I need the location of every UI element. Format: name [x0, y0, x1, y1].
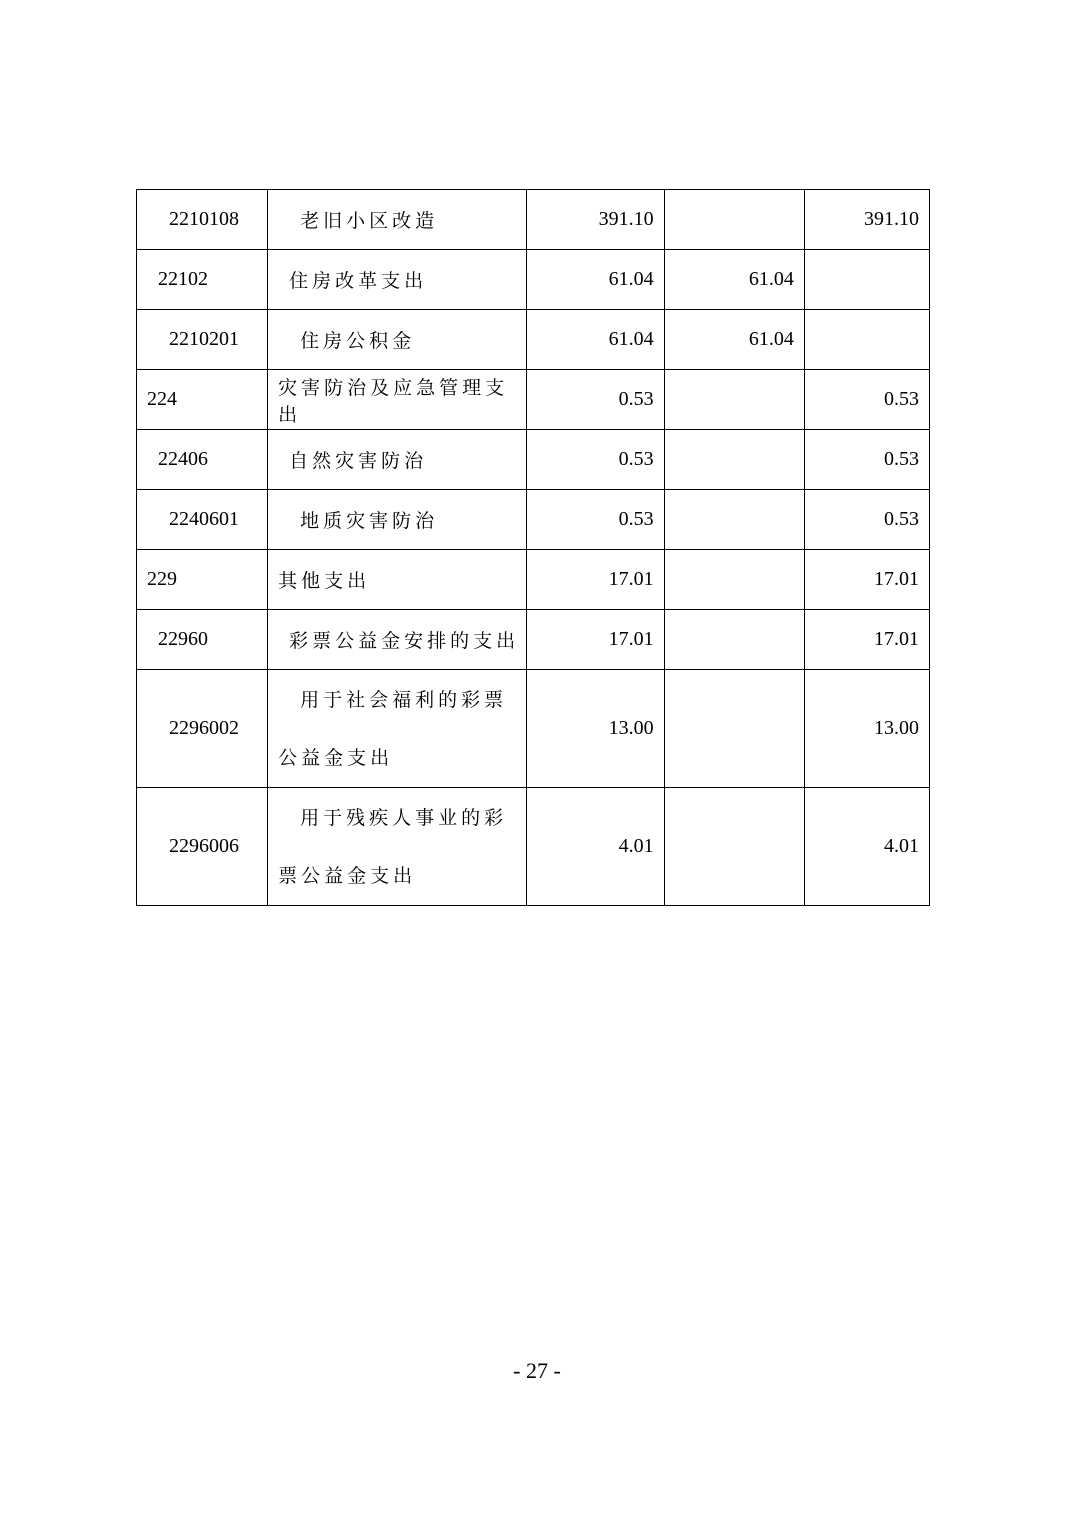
subject-name: 灾害防治及应急管理支出 — [268, 370, 527, 430]
total-amount: 0.53 — [527, 370, 664, 430]
subject-name: 用于残疾人事业的彩票公益金支出 — [268, 788, 527, 906]
subject-code: 2296006 — [137, 788, 268, 906]
subject-name: 地质灾害防治 — [268, 490, 527, 550]
subject-code: 2240601 — [137, 490, 268, 550]
basic-amount — [664, 370, 804, 430]
subject-name: 其他支出 — [268, 550, 527, 610]
total-amount: 17.01 — [527, 610, 664, 670]
subject-name: 住房公积金 — [268, 310, 527, 370]
total-amount: 391.10 — [527, 190, 664, 250]
project-amount — [804, 310, 929, 370]
project-amount: 0.53 — [804, 370, 929, 430]
subject-code: 229 — [137, 550, 268, 610]
total-amount: 0.53 — [527, 430, 664, 490]
project-amount: 17.01 — [804, 610, 929, 670]
total-amount: 0.53 — [527, 490, 664, 550]
budget-table — [136, 189, 930, 906]
project-amount: 4.01 — [804, 788, 929, 906]
table-row — [137, 310, 930, 370]
project-amount: 13.00 — [804, 670, 929, 788]
basic-amount: 61.04 — [664, 250, 804, 310]
basic-amount — [664, 788, 804, 906]
project-amount — [804, 250, 929, 310]
page-number: - 27 - — [513, 1358, 561, 1383]
basic-amount — [664, 670, 804, 788]
table-row — [137, 190, 930, 250]
project-amount: 391.10 — [804, 190, 929, 250]
table-row — [137, 250, 930, 310]
total-amount: 61.04 — [527, 310, 664, 370]
basic-amount — [664, 430, 804, 490]
table-row — [137, 788, 930, 906]
basic-amount — [664, 490, 804, 550]
table-row — [137, 370, 930, 430]
subject-code: 22960 — [137, 610, 268, 670]
subject-name: 用于社会福利的彩票公益金支出 — [268, 670, 527, 788]
project-amount: 0.53 — [804, 430, 929, 490]
subject-name: 老旧小区改造 — [268, 190, 527, 250]
subject-name: 自然灾害防治 — [268, 430, 527, 490]
total-amount: 13.00 — [527, 670, 664, 788]
project-amount: 0.53 — [804, 490, 929, 550]
subject-code: 22406 — [137, 430, 268, 490]
table-row — [137, 430, 930, 490]
total-amount: 17.01 — [527, 550, 664, 610]
total-amount: 61.04 — [527, 250, 664, 310]
basic-amount — [664, 610, 804, 670]
subject-code: 2296002 — [137, 670, 268, 788]
basic-amount: 61.04 — [664, 310, 804, 370]
total-amount: 4.01 — [527, 788, 664, 906]
project-amount: 17.01 — [804, 550, 929, 610]
subject-name: 彩票公益金安排的支出 — [268, 610, 527, 670]
table-row — [137, 550, 930, 610]
subject-code: 224 — [137, 370, 268, 430]
basic-amount — [664, 550, 804, 610]
basic-amount — [664, 190, 804, 250]
table-row — [137, 490, 930, 550]
subject-name: 住房改革支出 — [268, 250, 527, 310]
subject-code: 22102 — [137, 250, 268, 310]
subject-code: 2210201 — [137, 310, 268, 370]
table-row — [137, 610, 930, 670]
table-row — [137, 670, 930, 788]
subject-code: 2210108 — [137, 190, 268, 250]
